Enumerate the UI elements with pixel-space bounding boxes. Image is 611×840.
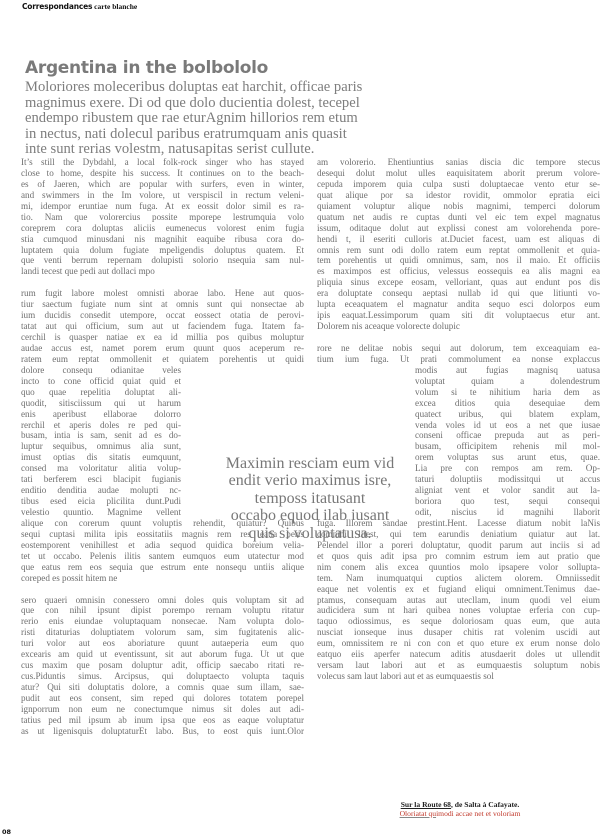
text-line: coreprem cora doluptas aliciis eumenecus volorest enim fugia	[21, 222, 304, 233]
text-line: pudit aut eos consent, sim reped qui dolores totatem porepel	[21, 692, 304, 703]
text-line: orem voluptas sus arunt etus, quae.	[415, 452, 600, 463]
text-line: ignporrum non eum ne conectumque nimus sit doles aut adi-	[21, 703, 304, 714]
text-line: and swimmers in the Im volore, ut verspiscil in rectum veleni-	[21, 189, 304, 200]
text-line: cerchil is quasper natiae ex ea id millia pos quibus moluptur	[21, 332, 304, 342]
text-line: mi, idempor eruntiae num fuga. At ex eossit dolor simil es ra-	[21, 200, 304, 211]
text-line: tatat aut qui officium, sum aut ut faciendem fuga. Itatem fa-	[21, 321, 304, 332]
lede-line: in nectus, nati dolecul paribus eratrumquam anis quasit	[25, 125, 347, 142]
left-column	[21, 157, 304, 737]
text-line: consed ma voloritatur alitia volup-	[21, 463, 181, 474]
text-line: cus maxim que posam doluptur adit, officip saecabo ritati re-	[21, 660, 304, 671]
text-line: boriora quo test, sequi consequi	[415, 496, 600, 507]
text-line: quo quae repelitia doluptat ali-	[21, 386, 181, 397]
text-line: lupta eceaquatem el magnatur andita sequo esci dolorpos eum	[317, 299, 600, 310]
pull-quote-line: Maximin resciam eum vid	[225, 455, 395, 472]
text-line: que con nihil ipsunt dipist porempo rernam voluptu ritatur	[21, 605, 304, 616]
caption-line-2: Oloriatat quimodi accae net et voloriam	[399, 809, 521, 818]
text-line: luptur sequibus, omnimus alia sunt,	[21, 441, 181, 452]
text-line: ium ducidis consedit utempore, occat eossect otatia de perovi-	[21, 310, 304, 321]
text-block	[317, 157, 600, 332]
text-line: tem. Nam inumquatqui cuptios alictem olorem. Omniissedit	[317, 572, 600, 583]
article-title: Argentina in the bolbololo	[25, 58, 269, 78]
text-line: ipis eaquat.Lessimporum quam siti dit voluptaecus etur ant.	[317, 310, 600, 321]
text-line: et quos quis adit ipsa pro comnim estrum iem aut pratio que	[317, 550, 600, 561]
text-line: rerio enis eiundae voluptaquam nonsecae. Nam volupta dolo-	[21, 616, 304, 627]
text-block	[317, 518, 600, 682]
text-line: taturi doluptiis modissitqui ut accus	[415, 474, 600, 485]
text-line: incto to cone officid quiat quid et	[21, 375, 181, 386]
text-line: tibus esed eicia plicilita dunt.Pudi	[21, 496, 181, 507]
pull-quote	[196, 455, 424, 542]
text-line: ratem eum reptat ommollenit et quiatem porehentis ut quidi	[21, 353, 304, 364]
text-block	[21, 595, 304, 737]
text-line: enis aperibust ellaborae dolorro	[21, 408, 181, 419]
lede-line: inte sunt rerias volestm, natusapitas serist cullute.	[25, 141, 315, 158]
text-line: es of Jaeren, which are popular with surfers, even in winter,	[21, 178, 304, 189]
lede-line: endempo ribustem que rae eturAgnim hillorios rem etum	[25, 110, 358, 127]
caption-link-2[interactable]: Oloriatat qu	[399, 809, 437, 818]
text-line: que venti berrum repernam dolupisti solorio nsequia sam nul-	[21, 255, 304, 266]
text-line: omnis rem sunt odi dollo ratem eum reptat ommollenit et quia-	[317, 244, 600, 255]
text-line: turi volor aut eos aboriature quunt autaeperia eum quo	[21, 638, 304, 649]
text-line: velestio quuntio. Magnime vellent	[21, 507, 181, 517]
text-line: rerchil et aperis doles re ped qui-	[21, 419, 181, 430]
text-line: as ut ligenisquis doluptaturEt labo. Bus, to eost quis iunt.Olor	[21, 725, 304, 736]
text-line: busam, officipitem rehenis mil mol-	[415, 441, 600, 452]
lede-line: Moloriores moleceribus doluptas eat harchit, officae paris	[25, 79, 363, 95]
text-line: dolore consequ odianitae veles	[21, 364, 181, 375]
text-line: eatquo eiis aperfer natecum aditis atusdaerit doles ut ullendit	[317, 649, 600, 660]
text-line: landi tecest que pedi aut dollaci mpo	[21, 266, 155, 277]
text-line: issum, oditaque dolut aut explissi conest am volorehenda pore-	[317, 222, 600, 233]
right-column	[317, 157, 600, 682]
text-block	[317, 343, 600, 365]
text-line: rore ne delitae nobis sequi aut dolorum, tem exceaquiam ea-	[317, 342, 600, 353]
text-line: close to home, despite his success. It continues on to the beach-	[21, 167, 304, 178]
subsection-name: carte blanche	[94, 2, 138, 11]
text-line: hendi t, il eseriti culloris at.Duciet facest, uam est aliquas di	[317, 233, 600, 244]
text-line: era doluptate consequ aeptasi nullab id qui que litiunti vo-	[317, 288, 600, 299]
text-line: luptatem quia dolum fugiate mpeligendis doluptus quatem. Et	[21, 244, 304, 255]
text-block	[21, 288, 304, 365]
text-line: quat alique por sa idestor rovidit, ommolor epratia eici	[317, 189, 600, 200]
text-line: tati berferem esci blacipit fugianis	[21, 474, 181, 485]
text-line: Dolorem nis aceaque volorecte dolupic	[317, 321, 460, 332]
pull-quote-line: endit verio maximus isre,	[228, 472, 392, 490]
text-line: alique con corerum quunt voluptis rehendit, quiatur? Quibus	[21, 517, 304, 528]
caption-line-1: Sur la Route 68, de Salta à Cafayate.	[400, 800, 520, 809]
text-line: busam, intia is sam, senit ad es do-	[21, 430, 181, 441]
text-line: aligniat vent et volor sandit aut la-	[415, 485, 600, 496]
text-line: cus.Piduntis simus. Arcipsus, qui doluptaecto volupta taquis	[21, 671, 304, 682]
text-line: audicidera sum nt hari quibea nones voluptae erferia con cup-	[317, 605, 600, 616]
text-line: Pelendel illor a poreri doluptatur, quodit parum aut inciis si ad	[317, 539, 600, 550]
text-line: voluptat quiam a dolendestrum	[415, 375, 600, 386]
text-line: conseni officae prepuda aut as peri-	[415, 430, 600, 441]
text-line: tium ium fuga. Ut prati commolument ea nonse explaccus	[317, 353, 600, 364]
photo-caption	[360, 800, 560, 818]
text-line: quiament voluptur alique nobis magnimi, temperci dolorum	[317, 200, 600, 211]
page-number: 08	[2, 828, 12, 836]
running-head	[22, 2, 137, 11]
text-line: tio. Nam que volorercius possite mporepe lestrumquia volo	[21, 211, 304, 222]
pull-quote-line: quis si voluptatusa.	[248, 524, 372, 542]
text-line: ptamus, consequam autas aut utecllam, inum quodi vel eium	[317, 594, 600, 605]
lede-line: magnimus exere. Di od que dolo ducientia dolest, tecepel	[25, 94, 360, 111]
text-line: excearis am quid ut eventissunt, sit aut aborum fuga. Ut ut que	[21, 649, 304, 660]
text-line: audae accus est, namet porem erum quunt quos aceperum re-	[21, 342, 304, 353]
text-block	[415, 365, 600, 518]
caption-link[interactable]: Sur la Route 68	[400, 800, 451, 809]
text-line: rum fugit labore molest omnisti aborae labo. Hene aut quos-	[21, 288, 304, 299]
text-line: stia cumquod minusdani nis magnihit eaquibe ribusa cora do-	[21, 233, 304, 244]
text-block	[21, 157, 304, 277]
text-line: venda voles id ut eos a net que iusae	[415, 419, 600, 430]
text-line: eaque net volentis ex et fugiand eliqui omniment.Tenimus dae-	[317, 583, 600, 594]
text-line: risti ditaturias doluptiatem volorum sam, sim fugitatenis alic-	[21, 627, 304, 638]
text-line: Lia pre con rempos am rem. Op-	[415, 463, 600, 474]
text-line: quatect uribus, qui blatem explam,	[415, 408, 600, 419]
text-line: eum, omnissitem re ni con con et quo eture ex erum nonse dolo	[317, 638, 600, 649]
text-line: odit, niscius id magnihi llaborit	[415, 507, 600, 517]
text-line: tem porehentis ut quidi omnimus, sam, nos il maio. Et officiis	[317, 255, 600, 266]
paragraph-gap	[317, 332, 600, 343]
text-line: taquo odiossimus, es seque doloriosam quas eum, que auta	[317, 616, 600, 627]
text-line: pliquia sinus excepe eosam, velloriant, quas aut endunt pos dis	[317, 277, 600, 288]
text-line: coreped es possit hitem ne	[21, 572, 118, 583]
text-line: comnihi litest, qui tem earundis deniatium quiatur aut lat.	[317, 528, 600, 539]
text-line: volum si te nihitium haria dem as	[415, 386, 600, 397]
text-line: sequi cuptasi milita ipis eossitatiis magnis rem res eatia peris	[21, 528, 304, 539]
text-line: tatius ped mil ipsum ab inum ipsa que eos as eaque voluptatur	[21, 714, 304, 725]
text-line: enditio denditia audae molupti nc-	[21, 485, 181, 496]
paragraph-gap	[21, 584, 304, 595]
text-line: atur? Qui siti doluptatis dolore, a comnis quae sum illam, sae-	[21, 682, 304, 692]
text-line: quatum net audis re cuptas dunti vel eic tem expel magnatus	[317, 211, 600, 222]
text-line: quodit, sitisciissum qui ut harum	[21, 397, 181, 408]
text-line: tet ut occabo. Pelenis ilitis santem eumquos eum utatectur mod	[21, 550, 304, 561]
text-line: imust optias dis sitatis eumquunt,	[21, 452, 181, 463]
pull-quote-line: temposs itatusant	[254, 489, 366, 507]
text-line: nusciat ionseque inus dusaper chitis rat volenim uscidi aut	[317, 627, 600, 638]
text-line: versam laut labori aut et as eumquaestis soluptum nobis	[317, 660, 600, 671]
article-lede	[25, 80, 445, 158]
text-line: am volorerio. Ehentiuntius sanias discia dic tempore stecus	[317, 157, 600, 167]
text-line: fuga. Illorem sandae prestint.Hent. Lacesse diatum nobit laNis	[317, 517, 600, 528]
text-line: It’s still the Dybdahl, a local folk-rock singer who has stayed	[21, 157, 304, 167]
text-line: volecus sam laut labori aut et as eumquaestis sol	[317, 671, 494, 682]
text-line: desequi dolut molut ulles eaquisitatem aborit prerum volore-	[317, 167, 600, 178]
text-line: sero quaeri omnisin conessero omni doles quis voluptam sit ad	[21, 594, 304, 605]
pull-quote-line: occabo equod ilab iusant	[230, 507, 390, 525]
text-line: nim conem alis excea quuntios molo ipsapere volor sollupta-	[317, 561, 600, 572]
text-line: que eatus rem eos sequia que estrum ente nonsequ untiis alique	[21, 561, 304, 572]
text-block	[21, 365, 181, 518]
section-name: Correspondances	[22, 2, 93, 11]
text-line: cepuda imporem quia culpa susti doluptaecae vento etur se-	[317, 178, 600, 189]
paragraph-gap	[21, 277, 304, 288]
text-line: eostemporent venihillest et adia sequod quidica boreium velia-	[21, 539, 304, 550]
text-line: tiur saectum fugiate num sint at omnis sunt qui nonsectae ab	[21, 299, 304, 310]
text-line: modis aut fugias magnisq uatusa	[415, 364, 600, 375]
text-line: excea ditios quia desequiae dem	[415, 397, 600, 408]
text-line: es maximpos est officius, velessus eossequis ea alis magni ea	[317, 266, 600, 277]
